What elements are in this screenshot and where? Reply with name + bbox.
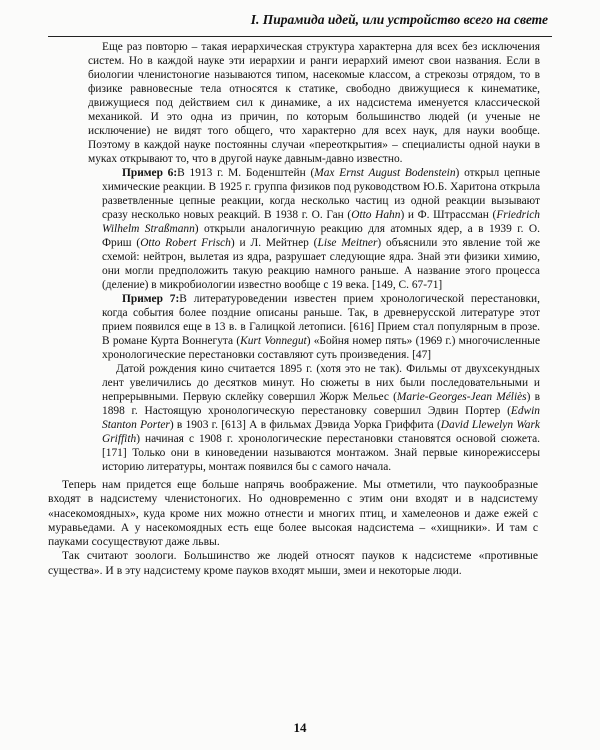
running-header — [48, 10, 552, 37]
name-griffith: David Llewelyn Wark Griffith — [102, 419, 540, 445]
example-7-paragraph-2: Датой рождения кино считается 1895 г. (хотя это не так). Фильмы от двухсекундных лент увеличились до десятков минут. Но сюжеты в них были последовательными и непрерывными. Первую склейку совершил Жорж Мельес (Marie-Georges-Jean Méliès) в 1898 г. Настоящую хронологическую перестановку совершил Эдвин Портер (Edwin Stanton Porter) в 1903 г. [613] А в фильмах Дэвида Уорка Гриффита (David Llewelyn Wark Griffith) начиная с 1908 г. хронологические перестановки становятся основой сюжета. [171] Только они в киноведении называются монтажом. Знай первые кинорежиссеры историю литературы, монтаж появился бы с самого начала. — [102, 363, 540, 473]
example-7-paragraph-1: Пример 7:В литературоведении известен прием хронологической перестановки, когда события более поздние описаны раньше. Так, в древнерусской литературе этот прием появился еще в 13 в. в Галицкой летописи. [616] Прием стал популярным в прозе. В романе Курта Воннегута (Kurt Vonnegut) «Бойня номер пять» (1969 г.) многочисленные хронологические перестановки составляют суть произведения. [47] — [102, 293, 540, 361]
example-6 — [88, 166, 540, 292]
chapter-title: I. Пирамида идей, или устройство всего на свете — [250, 12, 548, 27]
name-melies: Marie-Georges-Jean Méliès — [396, 391, 527, 403]
name-porter: Edwin Stanton Porter — [102, 405, 540, 431]
zoology-paragraph: Так считают зоологи. Большинство же людей относят пауков к надсистеме «противные существа». И в эту надсистему кроме пауков входят мыши, змеи и некоторые люди. — [48, 549, 538, 577]
name-vonnegut: Kurt Vonnegut — [240, 335, 307, 347]
name-meitner: Lise Meitner — [317, 237, 378, 249]
page-number: 14 — [293, 720, 307, 735]
name-frisch: Otto Robert Frisch — [140, 237, 231, 249]
name-strassmann: Friedrich Wilhelm Straßmann — [102, 209, 540, 235]
example-7-label: Пример 7: — [122, 293, 180, 305]
spiders-paragraph: Теперь нам придется еще больше напрячь воображение. Мы отметили, что паукообразные входят в надсистему членистоногих. Но одновременно с этим они входят и в надсистему «насекомоядных», куда кроме них можно отнести и многих птиц, и хамелеонов и даже ежей с муравьедами. А у насекомоядных есть еще более высокая надсистема – «хищники». И там с пауками сосуществуют даже львы. — [48, 478, 538, 549]
intro-paragraph: Еще раз повторю – такая иерархическая структура характерна для всех без исключения систем. Но в каждой науке эти иерархии и ранги иерархий имеют свои названия. Если в биологии членистоногие называются типом, насекомые классом, а стрекозы отрядом, то в физике равновесные тела относятся к статике, свободно движущиеся к кинематике, движущиеся под действием сил к динамике, а их надсистема именуется классической механикой. И это одна из причин, по которым большинство людей (и ученые не исключение) не видят того общего, что характерно для всех наук, для науки вообще. Поэтому в каждой науке постоянны случаи «переоткрытия» – специалисты одной науки в муках открывают то, что в другой науке давным-давно известно. — [88, 41, 540, 165]
name-bodenstein: Max Ernst August Bodenstein — [314, 167, 456, 179]
example-7 — [88, 292, 540, 474]
example-6-label: Пример 6: — [122, 167, 178, 179]
closing-text — [48, 478, 538, 578]
name-hahn: Otto Hahn — [351, 209, 401, 221]
example-6-paragraph: Пример 6:В 1913 г. М. Боденштейн (Max Ernst August Bodenstein) открыл цепные химические реакции. В 1925 г. группа физиков под руководством Ю.Б. Харитона открыла разветвленные цепные реакции, когда несколько частиц из одной реакции вызывают сразу несколько новых реакций. В 1938 г. О. Ган (Otto Hahn) и Ф. Штрассман (Friedrich Wilhelm Straßmann) открыли аналогичную реакцию для атомных ядер, а в 1939 г. О. Фриш (Otto Robert Frisch) и Л. Мейтнер (Lise Meitner) объяснили это явление той же схемой: нейтрон, вылетая из ядра, разрушает следующие ядра. Знай эти физики химию, они могли предположить такую реакцию намного раньше. А название этого процесса (деление) в микробиологии известно вообще с 19 века. [149, С. 67-71] — [102, 167, 541, 291]
main-text — [88, 40, 540, 474]
